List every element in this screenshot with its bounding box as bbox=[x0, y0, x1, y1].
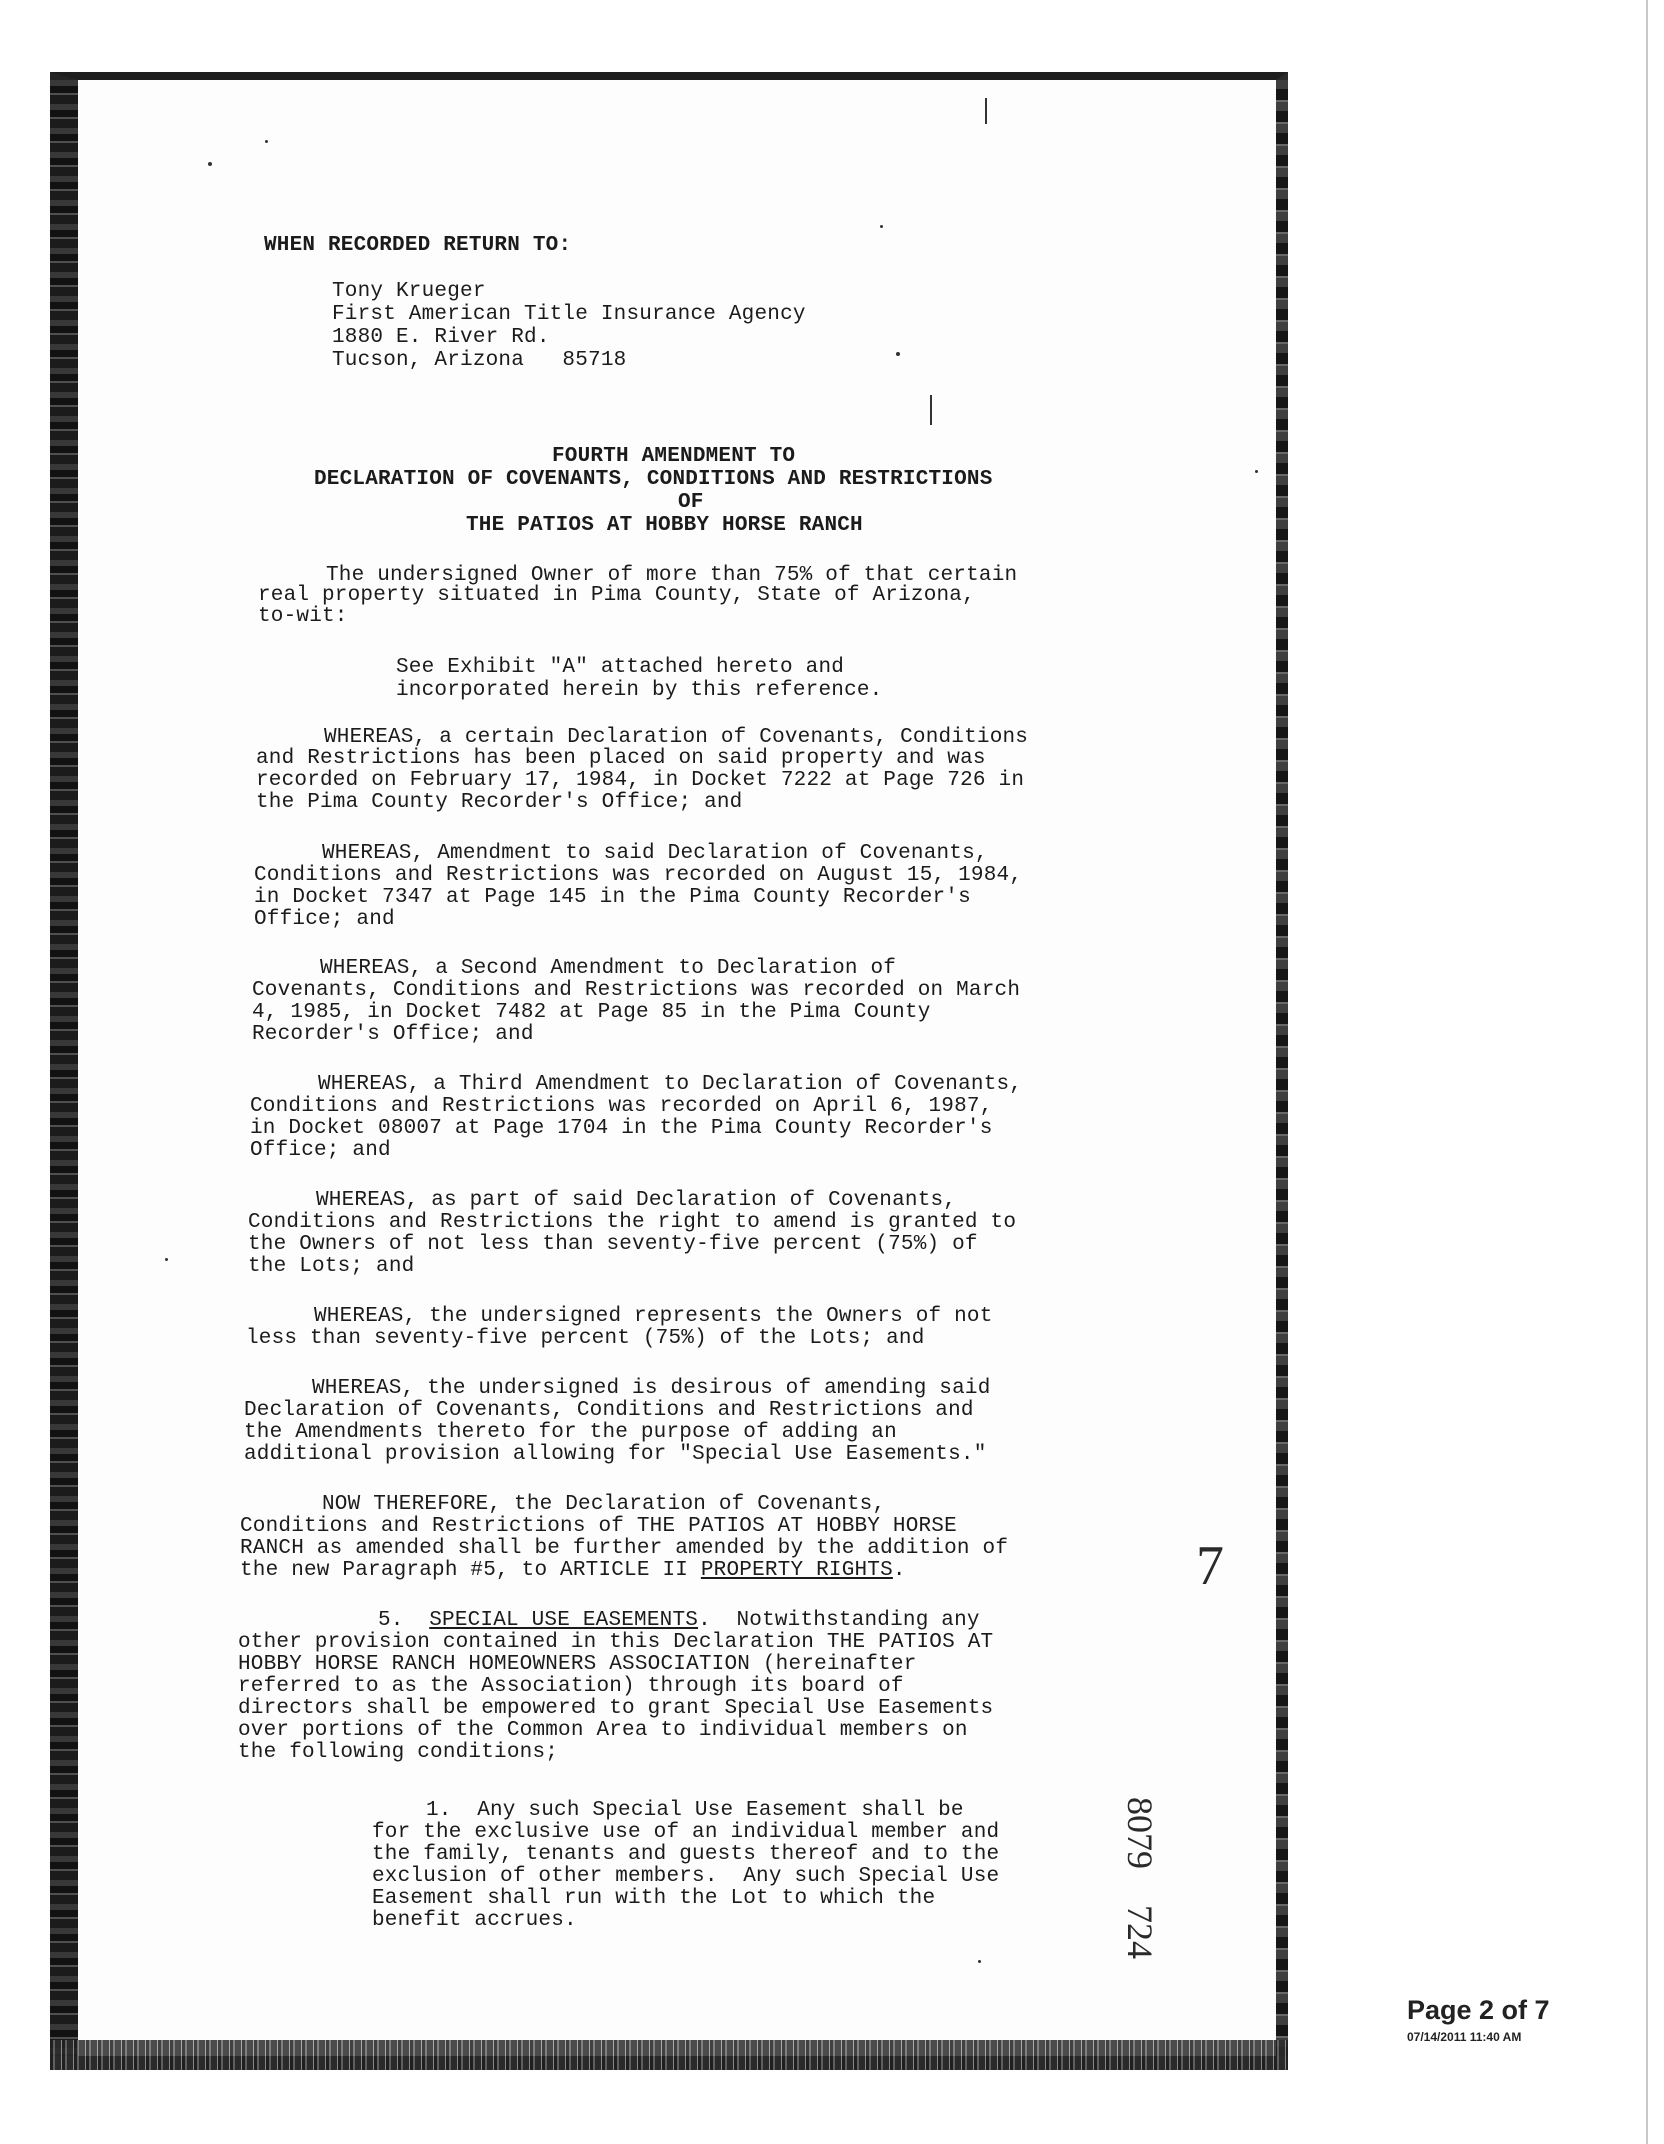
whereas-2-line: in Docket 7347 at Page 145 in the Pima County Recorder's bbox=[254, 886, 971, 909]
whereas-4-line: WHEREAS, a Third Amendment to Declaration of Covenants, bbox=[318, 1073, 1023, 1096]
whereas-1-line: recorded on February 17, 1984, in Docket 7222 at Page 726 in bbox=[256, 769, 1025, 792]
property-rights-heading: PROPERTY RIGHTS bbox=[700, 1559, 893, 1582]
scan-speck bbox=[208, 162, 212, 166]
whereas-4-line: Office; and bbox=[250, 1139, 391, 1162]
title-line: OF bbox=[678, 491, 704, 514]
whereas-6-line: WHEREAS, the undersigned represents the Owners of not bbox=[314, 1305, 993, 1328]
section-5-line: referred to as the Association) through its board of bbox=[238, 1675, 904, 1698]
scan-speck bbox=[880, 225, 883, 228]
whereas-2-line: WHEREAS, Amendment to said Declaration of Covenants, bbox=[322, 842, 988, 865]
return-to-line: Tony Krueger bbox=[332, 280, 486, 303]
whereas-3-line: 4, 1985, in Docket 7482 at Page 85 in the Pima County bbox=[252, 1001, 931, 1024]
whereas-4-line: Conditions and Restrictions was recorded on April 6, 1987, bbox=[250, 1095, 993, 1118]
subsection-1-line: the family, tenants and guests thereof and to the bbox=[372, 1843, 1000, 1866]
return-to-line: Tucson, Arizona 85718 bbox=[332, 349, 627, 372]
whereas-7-line: WHEREAS, the undersigned is desirous of amending said bbox=[312, 1377, 991, 1400]
subsection-1-line: Easement shall run with the Lot to which the bbox=[372, 1887, 936, 1910]
scan-bottom-noise bbox=[50, 2040, 1288, 2070]
now-therefore-line: Conditions and Restrictions of THE PATIOS AT HOBBY HORSE bbox=[240, 1515, 957, 1538]
whereas-4-line: in Docket 08007 at Page 1704 in the Pima County Recorder's bbox=[250, 1117, 993, 1140]
whereas-3-line: Covenants, Conditions and Restrictions was recorded on March bbox=[252, 979, 1021, 1002]
intro-line: to-wit: bbox=[258, 605, 348, 628]
viewer-edge-rule bbox=[1646, 0, 1648, 2144]
section-5-first-suffix: . Notwithstanding any bbox=[698, 1609, 980, 1632]
whereas-7-line: Declaration of Covenants, Conditions and Restrictions and bbox=[244, 1399, 974, 1422]
whereas-5-line: the Owners of not less than seventy-five percent (75%) of bbox=[248, 1233, 978, 1256]
whereas-3-line: WHEREAS, a Second Amendment to Declaration of bbox=[320, 957, 897, 980]
section-5-line: other provision contained in this Declaration THE PATIOS AT bbox=[238, 1631, 994, 1654]
scan-speck bbox=[165, 1258, 168, 1261]
whereas-2-line: Conditions and Restrictions was recorded on August 15, 1984, bbox=[254, 864, 1023, 887]
return-to-line: 1880 E. River Rd. bbox=[332, 326, 550, 349]
whereas-5-line: the Lots; and bbox=[248, 1255, 415, 1278]
whereas-1-line: and Restrictions has been placed on said property and was bbox=[256, 747, 986, 770]
scan-speck bbox=[265, 140, 268, 143]
whereas-5-line: WHEREAS, as part of said Declaration of Covenants, bbox=[316, 1189, 957, 1212]
margin-page-mark: 7 bbox=[1196, 1535, 1224, 1597]
subsection-1-line: for the exclusive use of an individual member and bbox=[372, 1821, 1000, 1844]
title-line: DECLARATION OF COVENANTS, CONDITIONS AND RESTRICTIONS bbox=[314, 468, 993, 491]
subsection-1-line: benefit accrues. bbox=[372, 1909, 577, 1932]
whereas-1-line: WHEREAS, a certain Declaration of Covenants, Conditions bbox=[324, 726, 1029, 749]
whereas-7-line: additional provision allowing for "Special Use Easements." bbox=[244, 1443, 987, 1466]
now-therefore-line-4 bbox=[240, 1560, 906, 1583]
return-to-line: First American Title Insurance Agency bbox=[332, 303, 806, 326]
section-5-number: 5. bbox=[378, 1609, 404, 1632]
section-5-heading: SPECIAL USE EASEMENTS bbox=[429, 1609, 699, 1632]
scan-speck bbox=[985, 98, 987, 124]
now-therefore-prefix: the new Paragraph #5, to ARTICLE II bbox=[240, 1559, 701, 1582]
section-5-line: the following conditions; bbox=[238, 1741, 559, 1764]
scan-speck bbox=[978, 1960, 981, 1963]
section-5-line: over portions of the Common Area to individual members on bbox=[238, 1719, 968, 1742]
whereas-2-line: Office; and bbox=[254, 908, 395, 931]
subsection-1-line: 1. Any such Special Use Easement shall be bbox=[426, 1799, 964, 1822]
subsection-1-line: exclusion of other members. Any such Special Use bbox=[372, 1865, 1000, 1888]
scan-speck bbox=[1255, 470, 1258, 473]
intro-line: The undersigned Owner of more than 75% of that certain bbox=[326, 564, 1018, 587]
docket-stamp: 8079 724 bbox=[1120, 1797, 1160, 1959]
whereas-5-line: Conditions and Restrictions the right to amend is granted to bbox=[248, 1211, 1017, 1234]
section-5-line: directors shall be empowered to grant Special Use Easements bbox=[238, 1697, 994, 1720]
section-5-line: HOBBY HORSE RANCH HOMEOWNERS ASSOCIATION (hereinafter bbox=[238, 1653, 917, 1676]
scan-speck bbox=[896, 352, 900, 356]
now-therefore-line: NOW THEREFORE, the Declaration of Covenants, bbox=[322, 1493, 886, 1516]
scanned-page bbox=[50, 72, 1288, 2070]
now-therefore-suffix: . bbox=[892, 1559, 906, 1582]
whereas-1-line: the Pima County Recorder's Office; and bbox=[256, 791, 743, 814]
whereas-7-line: the Amendments thereto for the purpose of adding an bbox=[244, 1421, 897, 1444]
now-therefore-line: RANCH as amended shall be further amended by the addition of bbox=[240, 1537, 1009, 1560]
page-number: Page 2 of 7 bbox=[1407, 1995, 1550, 2025]
scan-speck bbox=[930, 395, 932, 425]
exhibit-line: incorporated herein by this reference. bbox=[396, 679, 883, 702]
print-timestamp: 07/14/2011 11:40 AM bbox=[1407, 2030, 1522, 2044]
title-line: THE PATIOS AT HOBBY HORSE RANCH bbox=[466, 514, 863, 537]
section-5-first-line bbox=[378, 1610, 980, 1633]
whereas-6-line: less than seventy-five percent (75%) of the Lots; and bbox=[246, 1327, 925, 1350]
return-to-heading: WHEN RECORDED RETURN TO: bbox=[264, 234, 572, 257]
intro-line: real property situated in Pima County, State of Arizona, bbox=[258, 584, 975, 607]
whereas-3-line: Recorder's Office; and bbox=[252, 1023, 534, 1046]
title-line: FOURTH AMENDMENT TO bbox=[552, 445, 796, 468]
exhibit-line: See Exhibit "A" attached hereto and bbox=[396, 656, 845, 679]
